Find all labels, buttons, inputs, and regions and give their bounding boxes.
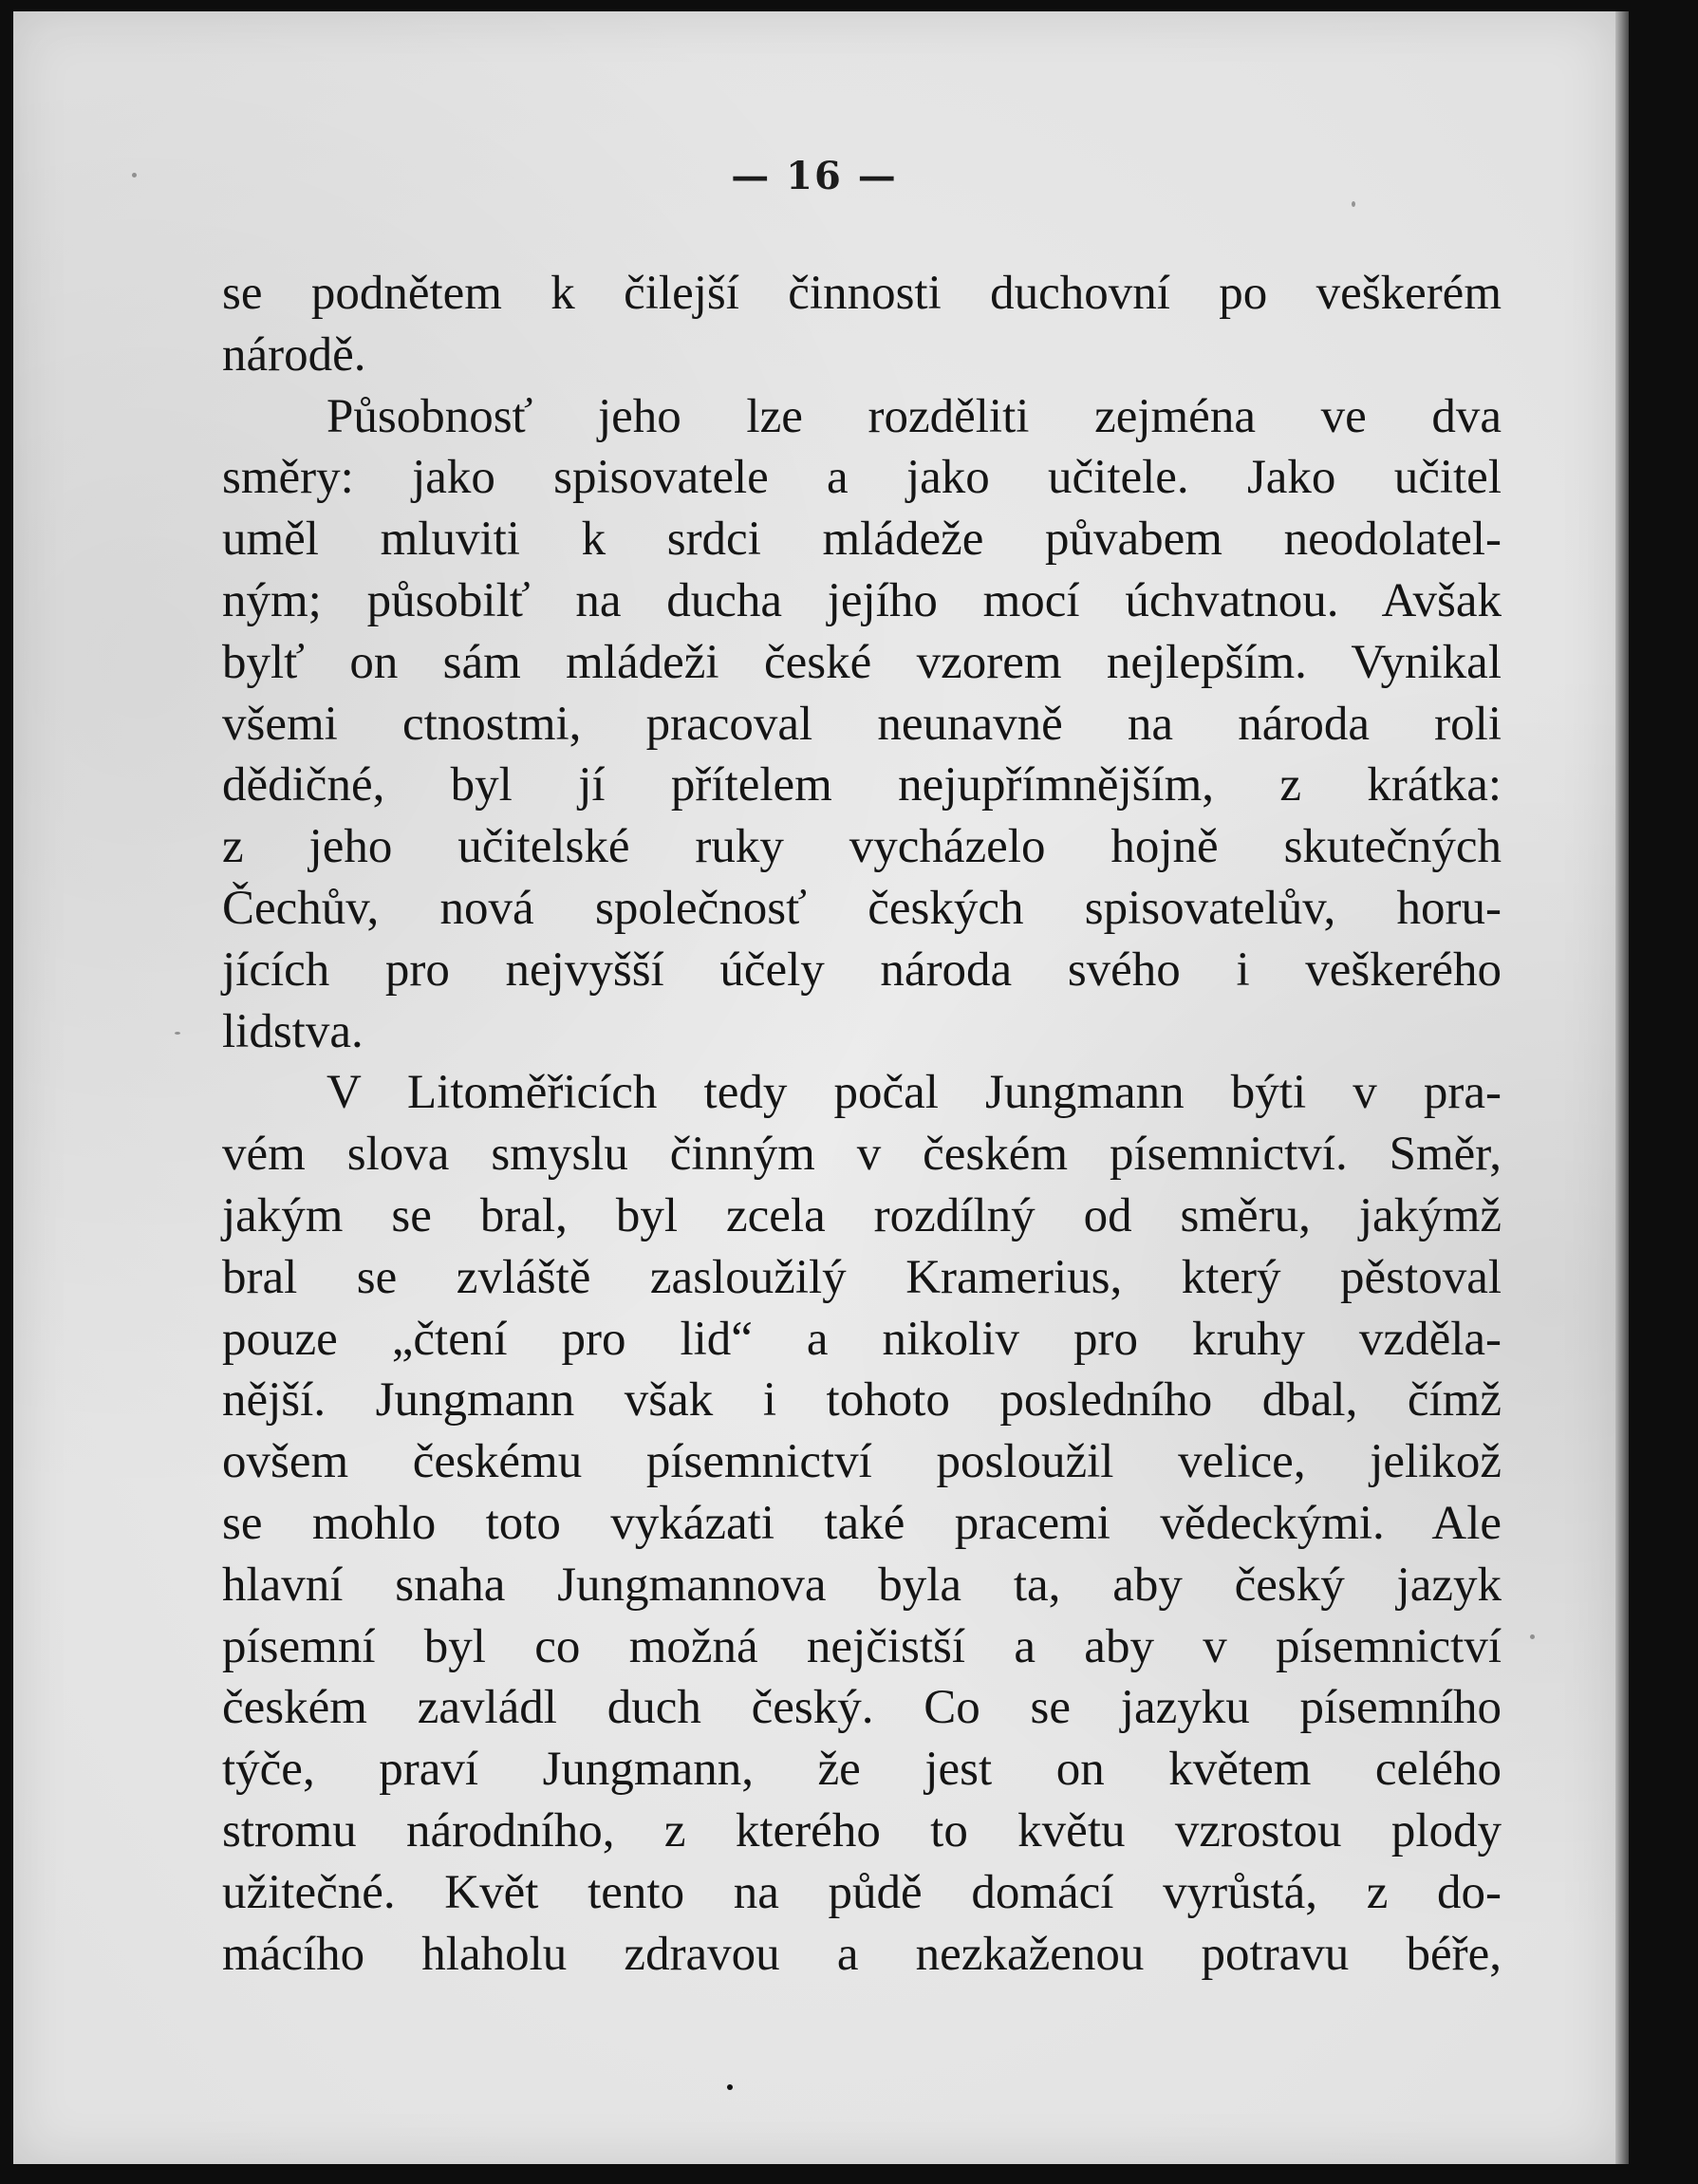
- text-line: ovšem českému písemnictví posloužil velice, jelikož: [222, 1435, 1502, 1489]
- text-line: stromu národního, z kterého to květu vzrostou plody: [222, 1803, 1502, 1857]
- text-line: jících pro nejvyšší účely národa svého i veškerého: [222, 943, 1502, 997]
- text-line: z jeho učitelské ruky vycházelo hojně skutečných: [222, 820, 1502, 874]
- text-line: všemi ctnostmi, pracoval neunavně na národa roli: [222, 697, 1502, 751]
- text-line: pouze „čtení pro lid“ a nikoliv pro kruhy vzděla-: [222, 1312, 1502, 1366]
- text-line: ným; působilť na ducha jejího mocí úchvatnou. Avšak: [222, 573, 1502, 627]
- text-line: Čechův, nová společnosť českých spisovatelův, horu-: [222, 881, 1502, 935]
- text-line: hlavní snaha Jungmannova byla ta, aby český jazyk: [222, 1558, 1502, 1612]
- text-line: uměl mluviti k srdci mládeže půvabem neodolatel-: [222, 513, 1502, 567]
- paragraph-start-line: V Litoměřicích tedy počal Jungmann býti v pra-: [327, 1066, 1502, 1120]
- text-line: lidstva.: [222, 1004, 364, 1058]
- page-number: — 16 —: [731, 154, 898, 198]
- print-speck: [132, 173, 137, 177]
- print-speck: [1530, 1634, 1535, 1639]
- text-line: dědičné, byl jí přítelem nejupřímnějším, z krátka:: [222, 758, 1502, 812]
- text-line: nější. Jungmann však i tohoto posledního dbal, čímž: [222, 1373, 1502, 1428]
- print-speck: [727, 2084, 733, 2090]
- text-line: vém slova smyslu činným v českém písemnictví. Směr,: [222, 1128, 1502, 1182]
- text-line: českém zavládl duch český. Co se jazyku písemního: [222, 1681, 1502, 1735]
- page-edge-shadow: [1615, 11, 1629, 2164]
- text-line: směry: jako spisovatele a jako učitele. Jako učitel: [222, 451, 1502, 505]
- body-text: [222, 263, 1502, 1985]
- text-line: bral se zvláště zasloužilý Kramerius, který pěstoval: [222, 1250, 1502, 1304]
- text-line: jakým se bral, byl zcela rozdílný od směru, jakýmž: [222, 1188, 1502, 1242]
- text-line: užitečné. Květ tento na půdě domácí vyrůstá, z do-: [222, 1865, 1502, 1919]
- book-page: [13, 11, 1615, 2164]
- print-speck: [1352, 201, 1355, 207]
- paragraph-start-line: Působnosť jeho lze rozděliti zejména ve dva: [327, 389, 1502, 443]
- text-line: mácího hlaholu zdravou a nezkaženou potravu béře,: [222, 1927, 1502, 1981]
- print-speck: [175, 1032, 180, 1035]
- text-line: národě.: [222, 327, 366, 382]
- text-line: se mohlo toto vykázati také pracemi vědeckými. Ale: [222, 1496, 1502, 1550]
- text-line: písemní byl co možná nejčistší a aby v písemnictví: [222, 1619, 1502, 1673]
- text-line: se podnětem k čilejší činnosti duchovní po veškerém: [222, 267, 1502, 320]
- text-line: bylť on sám mládeži české vzorem nejlepším. Vynikal: [222, 635, 1502, 689]
- text-line: týče, praví Jungmann, že jest on květem celého: [222, 1743, 1502, 1797]
